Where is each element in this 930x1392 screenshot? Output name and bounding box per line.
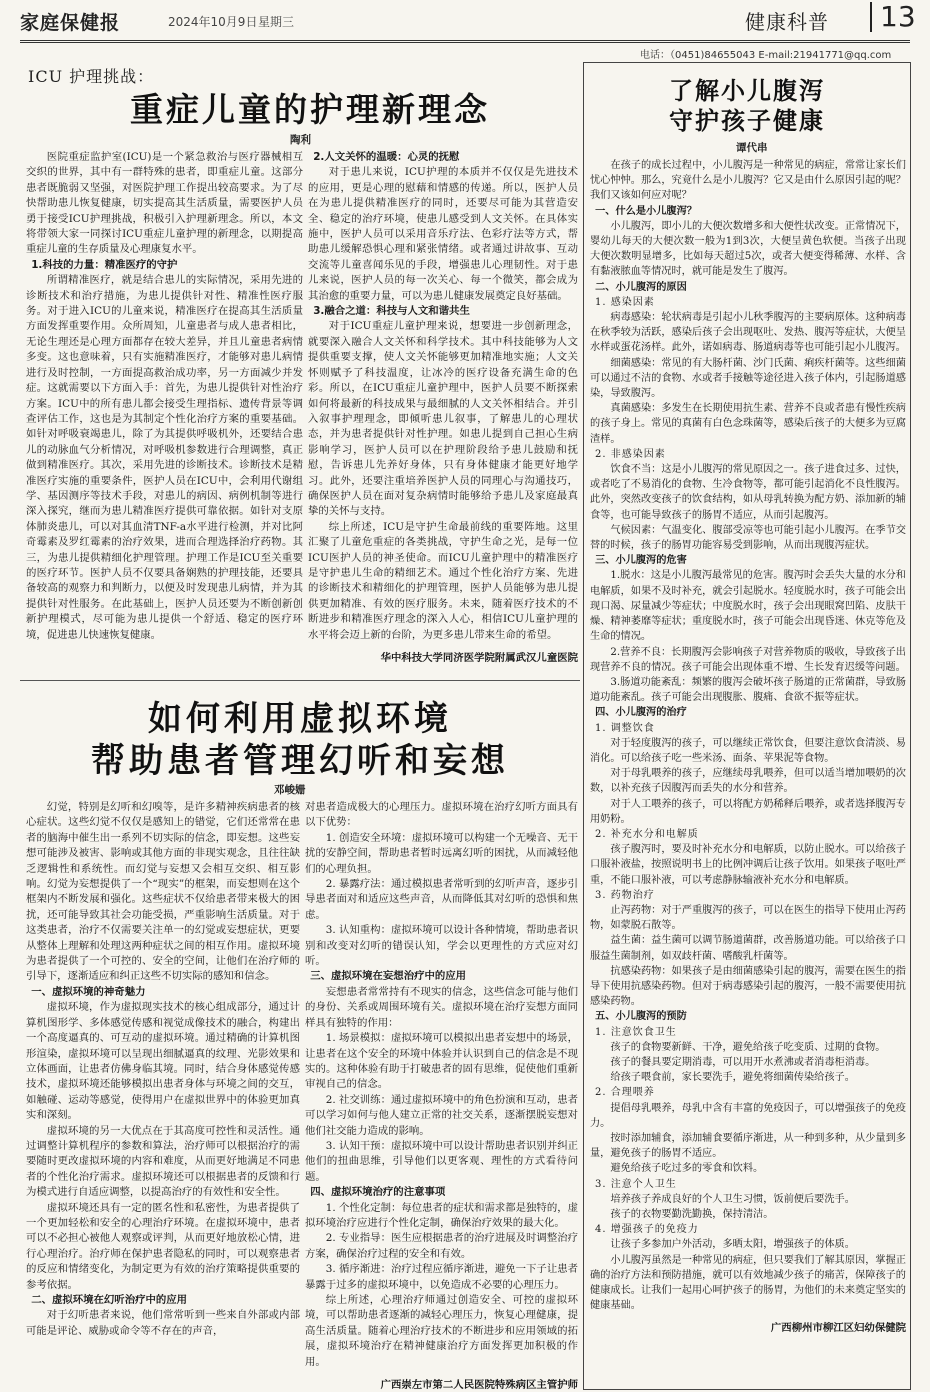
paragraph: 饮食不当：这是小儿腹泻的常见原因之一。孩子进食过多、过快，或者吃了不易消化的食物、生冷食物等，都可能引起消化不良性腹泻。此外，突然改变孩子的饮食结构，如从母乳转换为配方奶、添加新的辅食等，也可能导致孩子的肠胃不适应，从而引起腹泻。 <box>590 464 906 521</box>
paragraph: 对患者造成极大的心理压力。虚拟环境在治疗幻听方面具有以下优势： <box>305 801 578 829</box>
paragraph: 避免给孩子吃过多的零食和饮料。 <box>610 1163 764 1175</box>
section-name: 健康科普 <box>745 10 829 34</box>
section-heading: 3.融合之道：科技与人文和谐共生 <box>313 305 470 318</box>
section-heading: 一、虚拟环境的神奇魅力 <box>31 985 146 998</box>
page-number: 13 <box>870 2 916 32</box>
article2-author: 邓峻姗 <box>274 784 306 796</box>
paragraph: 2.营养不良：长期腹泻会影响孩子对营养物质的吸收，导致孩子出现营养不良的情况。孩子可能会出现体重不增、生长发育迟缓等问题。 <box>590 646 906 673</box>
paragraph: 止泻药物：对于严重腹泻的孩子，可以在医生的指导下使用止泻药物，如蒙脱石散等。 <box>590 904 906 932</box>
article2-column-1 <box>26 800 300 1390</box>
article2-title-line-2: 帮助患者管理幻听和妄想 <box>91 741 509 781</box>
paragraph: 虚拟环境还具有一定的匿名性和私密性，为患者提供了一个更加轻松和安全的心理治疗环境。在虚拟环境中，患者可以不必担心被他人观察或评判，从而更好地放松心情，进行心理治疗。治疗师在保护患者隐私的同时，可以观察患者的反应和情绪变化，为制定更为有效的治疗策略提供重要的参考依据。 <box>26 1201 300 1291</box>
paper-name: 家庭保健报 <box>20 12 121 34</box>
article1-column-1 <box>26 150 303 672</box>
paragraph: 提倡母乳喂养，母乳中含有丰富的免疫因子，可以增强孩子的免疫力。 <box>590 1102 906 1129</box>
paragraph: 对于母乳喂养的孩子，应继续母乳喂养，但可以适当增加喂奶的次数，以补充孩子因腹泻而丢失的水分和营养。 <box>590 768 906 795</box>
paragraph: 1. 创造安全环境：虚拟环境可以构建一个无噪音、无干扰的安静空间，帮助患者暂时远离幻听的困扰，从而减轻他们的心理负担。 <box>305 831 578 875</box>
paragraph: 2. 专业指导：医生应根据患者的治疗进展及时调整治疗方案，确保治疗过程的安全和有效。 <box>305 1232 578 1260</box>
article2-column-2 <box>305 800 578 1390</box>
masthead-rule <box>20 40 910 44</box>
article1-column-2 <box>308 150 578 672</box>
article3-title-line-2: 守护孩子健康 <box>669 106 825 135</box>
paragraph: 对于人工喂养的孩子，可以将配方奶稀释后喂养，或者选择腹泻专用奶粉。 <box>590 798 906 825</box>
issue-date: 2024年10月9日 <box>168 15 258 29</box>
sub-heading: 3. 药物治疗 <box>595 889 655 901</box>
paragraph: 抗感染药物：如果孩子是由细菌感染引起的腹泻，需要在医生的指导下使用抗感染药物。但对于病毒感染引起的腹泻，一般不需要使用抗感染药物。 <box>590 965 906 1008</box>
sub-heading: 2. 合理喂养 <box>595 1087 655 1099</box>
sub-heading: 1. 调整饮食 <box>595 722 655 734</box>
paragraph: 虚拟环境的另一大优点在于其高度可控性和灵活性。通过调整计算机程序的参数和算法，治疗师可以根据治疗的需要随时更改虚拟环境的内容和难度，从而更好地满足不同患者的个性化治疗需求。虚拟环境还可以根据患者的反馈和行为模式进行自适应调整，以提高治疗的有效性和安全性。 <box>26 1124 300 1199</box>
sub-heading: 2. 非感染因素 <box>595 448 666 460</box>
paragraph: 虚拟环境，作为虚拟现实技术的核心组成部分，通过计算机图形学、多体感觉传感和视觉成像技术的融合，构建出一个高度逼真的、可互动的虚拟环境。通过精确的计算机图形渲染，虚拟环境可以呈现出细腻逼真的纹理、光影效果和立体画面，让患者仿佛身临其境。同时，结合身体感觉传感技术，虚拟环境还能够模拟出患者身体与环境之间的交互，如触碰、运动等感觉，使得用户在虚拟世界中的体验更加真实和深刻。 <box>26 1001 300 1122</box>
paragraph: 真菌感染：多发生在长期使用抗生素、营养不良或者患有慢性疾病的孩子身上。常见的真菌有白色念珠菌等，感染后孩子的大便多为豆腐渣样。 <box>590 403 906 445</box>
section-heading: 二、虚拟环境在幻听治疗中的应用 <box>31 1294 188 1306</box>
paragraph: 按时添加辅食，添加辅食要循序渐进，从一种到多种，从少量到多量，避免孩子的肠胃不适应。 <box>590 1133 906 1160</box>
section-heading: 一、什么是小儿腹泻？ <box>595 205 697 217</box>
paragraph: 孩子的餐具要定期消毒，可以用开水煮沸或者消毒柜消毒。 <box>610 1056 876 1068</box>
section-heading: 四、虚拟环境治疗的注意事项 <box>310 1186 446 1199</box>
paragraph: 1. 场景模拟：虚拟环境可以模拟出患者妄想中的场景，让患者在这个安全的环境中体验并认识到自己的信念是不现实的。这种体验有助于打破患者的固有思维，促使他们重新审视自己的信念。 <box>305 1032 578 1091</box>
author-affiliation: 广西柳州市柳江区妇幼保健院 <box>770 1322 906 1335</box>
section-heading: 三、小儿腹泻的危害 <box>595 555 687 567</box>
section-heading: 五、小儿腹泻的预防 <box>595 1011 687 1023</box>
sub-heading: 2. 补充水分和电解质 <box>595 828 699 840</box>
paragraph: 小儿腹泻，即小儿的大便次数增多和大便性状改变。正常情况下，婴幼儿每天的大便次数一般为1到3次，大便呈黄色软便。当孩子出现大便次数明显增多，比如每天超过5次，或者大便变得稀薄、水样、含有黏液脓血等情况时，就可能是发生了腹泻。 <box>590 220 906 278</box>
article3-author: 谭代串 <box>736 142 768 154</box>
paragraph: 对于ICU重症儿童护理来说，想要进一步创新理念，就要深入融合人文关怀和科学技术。其中科技能够为人文提供重要支撑，使人文关怀能够更加精准地实施；人文关怀则赋予了科技温度，让冰冷的医疗设备充满生命的色彩。所以，在ICU重症儿童护理中，医护人员要不断探索如何将最新的科技成果与最细腻的人文关怀相结合。并引入叙事护理理念，即倾听患儿叙事，了解患儿的心理状态，并为患者提供针对性护理。如患儿提到自己担心生病影响学习，医护人员可以在护理阶段给予患儿鼓励和抚慰，告诉患儿先养好身体，只有身体健康才能更好地学习。此外，还要注重培养医护人员的同理心与沟通技巧，确保医护人员在面对复杂病情时能够给予患儿及家庭最真挚的关怀与支持。 <box>308 320 578 518</box>
paragraph: 小儿腹泻虽然是一种常见的病症，但只要我们了解其原因，掌握正确的治疗方法和预防措施，就可以有效地减少孩子的痛苦，保障孩子的健康成长。让我们一起用心呵护孩子的肠胃，为他们的未来奠定坚实的健康基础。 <box>590 1254 906 1312</box>
paragraph: 给孩子喂食前，家长要洗手，避免将细菌传染给孩子。 <box>610 1072 855 1084</box>
paragraph: 孩子的衣物要勤洗勤换，保持清洁。 <box>610 1209 774 1221</box>
paragraph: 3.肠道功能紊乱：频繁的腹泻会破坏孩子肠道的正常菌群，导致肠道功能紊乱。孩子可能会出现腹胀、腹痛、食欲不振等症状。 <box>590 676 906 704</box>
paragraph: 综上所述，心理治疗师通过创造安全、可控的虚拟环境，可以帮助患者逐渐的减轻心理压力，恢复心理健康，提高生活质量。随着心理治疗技术的不断进步和应用领域的拓展，虚拟环境治疗在精神健康治疗方面发挥更加积极的作用。 <box>305 1294 578 1368</box>
paragraph: 让孩子多参加户外活动，多晒太阳，增强孩子的体质。 <box>610 1239 855 1251</box>
paragraph: 培养孩子养成良好的个人卫生习惯，饭前便后要洗手。 <box>610 1193 855 1205</box>
paragraph: 所谓精准医疗，就是结合患儿的实际情况，采用先进的诊断技术和治疗措施，为患儿提供针对性、精准性医疗服务。对于进入ICU的儿童来说，精准医疗在提高其生活质量方面发挥重要作用。众所周知，儿童患者与成人患者相比，无论生理还是心理方面都存在较大差异，并且儿童患者病情多变。这也意味着，只有实施精准医疗，才能够对患儿病情进行及时控制，一方面提高救治成功率，另一方面减少并发症。这就需要以下方面入手：首先，为患儿提供针对性治疗方案。ICU中的所有患儿都会接受生理指标、遗传背景等调查评估工作，这也是为其制定个性化治疗方案的重要基础。如针对呼吸衰竭患儿，除了为其提供呼吸机外，还要结合患儿的动脉血气分析情况，对呼吸机参数进行合理调整，真正做到精准医疗。其次，采用先进的诊断技术。诊断技术是精准医疗实施的重要条件，医护人员在ICU中，会利用代谢组学、基因测序等技术手段，对患儿的病因、病例机制等进行深入探究，继而为患儿精准医疗提供可靠依据。如针对支原体肺炎患儿，可以对其血清TNF-a水平进行检测，并对比阿奇霉素及罗红霉素的治疗效果，进而合理选择治疗药物。其三，为患儿提供精细化护理管理。护理工作是ICU至关重要的医疗环节。医护人员不仅要具备娴熟的护理技能，还要具备较高的观察力和判断力，以便及时发现患儿病情，并为其提供针对性服务。在此基础上，医护人员还要为不断创新创新护理模式，尽可能为患儿提供一个舒适、稳定的医疗环境，促进患儿快速恢复健康。 <box>26 274 303 641</box>
article1-author: 陶利 <box>290 134 311 146</box>
paragraph: 孩子腹泻时，要及时补充水分和电解质，以防止脱水。可以给孩子口服补液盐，按照说明书上的比例冲调后让孩子饮用。如果孩子呕吐严重，不能口服补液，可以考虑静脉输液补充水分和电解质。 <box>590 844 906 886</box>
paragraph: 1. 个性化定制：每位患者的症状和需求都是独特的，虚拟环境治疗应进行个性化定制，确保治疗效果的最大化。 <box>305 1201 578 1229</box>
paragraph: 对于幻听患者来说，他们常常听到一些来自外部或内部可能是评论、威胁或命令等不存在的声音， <box>26 1309 300 1337</box>
masthead <box>0 0 930 61</box>
section-heading: 四、小儿腹泻的治疗 <box>595 707 687 719</box>
paragraph: 妄想患者常常持有不现实的信念，这些信念可能与他们的身份、关系或周围环境有关。虚拟环境在治疗妄想方面同样具有独特的作用： <box>305 985 578 1029</box>
article1-kicker: ICU 护理挑战： <box>28 67 155 86</box>
paragraph: 2. 暴露疗法：通过模拟患者常听到的幻听声音，逐步引导患者面对和适应这些声音，从而降低其对幻听的恐惧和焦虑。 <box>305 878 578 921</box>
article1-title: 重症儿童的护理新理念 <box>130 90 490 129</box>
paragraph: 孩子的食物要新鲜、干净，避免给孩子吃变质、过期的食物。 <box>610 1041 886 1053</box>
article-divider <box>20 680 580 681</box>
article3-title <box>588 76 906 136</box>
paragraph: 对于患儿来说，ICU护理的本质并不仅仅是先进技术的应用，更是心理的慰藉和情感的传递。所以，医护人员在为患儿提供精准医疗的同时，还要尽可能为其营造安全、稳定的治疗环境，使患儿感受到人文关怀。在具体实施中，医护人员可以采用音乐疗法、色彩疗法等方式，帮助患儿缓解恐惧心理和紧张情绪。或者通过讲故事、互动交流等儿童喜闻乐见的手段，增强患儿心理韧性。对于患儿来说，医护人员的每一次关心、每一个微笑，都会成为其治愈的重要力量，可以为患儿健康发展奠定良好基础。 <box>308 166 578 302</box>
issue-weekday: 星期三 <box>258 15 295 29</box>
section-heading: 2.人文关怀的温暖：心灵的抚慰 <box>313 151 460 163</box>
paragraph: 3. 认知重构：虚拟环境可以设计各种情境，帮助患者识别和改变对幻听的错误认知，学会以更理性的方式应对幻听。 <box>305 924 578 968</box>
paragraph: 3. 循序渐进：治疗过程应循序渐进，避免一下子让患者暴露于过多的虚拟环境中，以免造成不必要的心理压力。 <box>305 1263 578 1291</box>
paragraph: 气候因素：气温变化、腹部受凉等也可能引起小儿腹泻。在季节交替的时候，孩子的肠胃功能容易受到影响，从而出现腹泻症状。 <box>590 524 906 552</box>
author-affiliation: 华中科技大学同济医学院附属武汉儿童医院 <box>380 652 578 664</box>
sub-heading: 1. 感染因素 <box>595 296 655 308</box>
article3-body <box>590 158 906 1386</box>
section-heading: 1.科技的力量：精准医疗的守护 <box>31 258 178 271</box>
section-heading: 二、小儿腹泻的原因 <box>595 281 687 293</box>
section-heading: 三、虚拟环境在妄想治疗中的应用 <box>310 970 467 983</box>
sub-heading: 1. 注意饮食卫生 <box>595 1026 677 1038</box>
paragraph: 益生菌：益生菌可以调节肠道菌群，改善肠道功能。可以给孩子口服益生菌制剂，如双歧杆菌、嗜酸乳杆菌等。 <box>590 935 906 962</box>
paragraph: 病毒感染：轮状病毒是引起小儿秋季腹泻的主要病原体。这种病毒在秋季较为活跃，感染后孩子会出现呕吐、发热、腹泻等症状，大便呈水样或蛋花汤样。此外，诺如病毒、肠道病毒等也可能引起小儿腹泻。 <box>590 312 906 354</box>
paragraph: 综上所述，ICU是守护生命最前线的重要阵地。这里汇聚了儿童危重症的各类挑战，守护生命之光，是每一位ICU医护人员的神圣使命。而ICU儿童护理中的精准医疗是守护患儿生命的精细艺术。通过个性化治疗方案、先进的诊断技术和精细化的护理管理，医护人员能够为患儿提供更加精准、有效的医疗服务。未来，随着医疗技术的不断进步和精准医疗理念的深入人心，相信ICU儿童护理的水平将会迈上新的台阶，为更多患儿带来生命的希望。 <box>308 520 578 641</box>
article3-title-line-1: 了解小儿腹泻 <box>669 76 825 105</box>
paragraph: 医院重症监护室(ICU)是一个紧急救治与医疗器械相互交织的世界，其中有一群特殊的患者，即重症儿童。这部分患者既脆弱又坚强，对医院护理工作提出较高要求。为了尽快帮助患儿恢复健康，切实提高其生活质量，需要医护人员勇于接受ICU护理挑战，积极引入护理新理念。所以，本文将带领大家一同探讨ICU重症儿童护理的新理念，以期提高重症儿童的生存质量及心理康复水平。 <box>26 151 303 256</box>
article2-title <box>20 698 580 782</box>
paragraph: 1.脱水：这是小儿腹泻最常见的危害。腹泻时会丢失大量的水分和电解质，如果不及时补充，就会引起脱水。轻度脱水时，孩子可能会出现口渴、尿量减少等症状；中度脱水时，孩子会出现眼窝凹陷、皮肤干燥、精神萎靡等症状；重度脱水时，孩子可能会出现昏迷、休克等危及生命的情况。 <box>590 570 906 643</box>
paragraph: 细菌感染：常见的有大肠杆菌、沙门氏菌、痢疾杆菌等。这些细菌可以通过不洁的食物、水或者手接触等途径进入孩子体内，引起肠道感染，导致腹泻。 <box>590 357 906 400</box>
sub-heading: 3. 注意个人卫生 <box>595 1178 677 1190</box>
author-affiliation: 广西崇左市第二人民医院特殊病区主管护师 <box>380 1379 578 1390</box>
paragraph: 2. 社交训练：通过虚拟环境中的角色扮演和互动，患者可以学习如何与他人建立正常的社交关系，逐渐摆脱妄想对他们社交能力造成的影响。 <box>305 1093 578 1137</box>
paragraph: 3. 认知干预：虚拟环境中可以设计帮助患者识别并纠正他们的扭曲思维，引导他们以更客观、理性的方式看待问题。 <box>305 1139 578 1183</box>
sub-heading: 4. 增强孩子的免疫力 <box>595 1224 699 1236</box>
article2-title-line-1: 如何利用虚拟环境 <box>148 699 452 739</box>
paragraph: 幻觉，特别是幻听和幻嗅等，是许多精神疾病患者的核心症状。这些幻觉不仅仅是感知上的错觉，它们还常常在患者的脑海中催生出一系列不切实际的信念，即妄想。这些妄想可能涉及被害、影响或其他方面的非现实观念，且往往缺乏逻辑性和系统性。而幻觉与妄想又会相互交织、相互影响。幻觉为妄想提供了一个“现实”的框架，而妄想则在这个框架内不断发展和强化。这些症状不仅给患者带来极大的困扰，还可能导致其社会功能受损，严重影响生活质量。对于这类患者，治疗不仅需要关注单一的幻觉或妄想症状，更要从整体上理解和处理这两种症状之间的相互作用。虚拟环境为患者提供了一个可控的、安全的空间，让他们在治疗师的引导下，逐渐适应和纠正这些不切实际的感知和信念。 <box>26 801 300 983</box>
paragraph: 在孩子的成长过程中，小儿腹泻是一种常见的病症，常常让家长们忧心忡忡。那么，究竟什么是小儿腹泻？它又是由什么原因引起的呢？我们又该如何应对呢？ <box>590 160 906 202</box>
paragraph: 对于轻度腹泻的孩子，可以继续正常饮食，但要注意饮食清淡、易消化。可以给孩子吃一些米汤、面条、苹果泥等食物。 <box>590 737 906 764</box>
contact-info: 电话：（0451)84655043 E-mail:21941771@qq.com <box>640 50 892 61</box>
